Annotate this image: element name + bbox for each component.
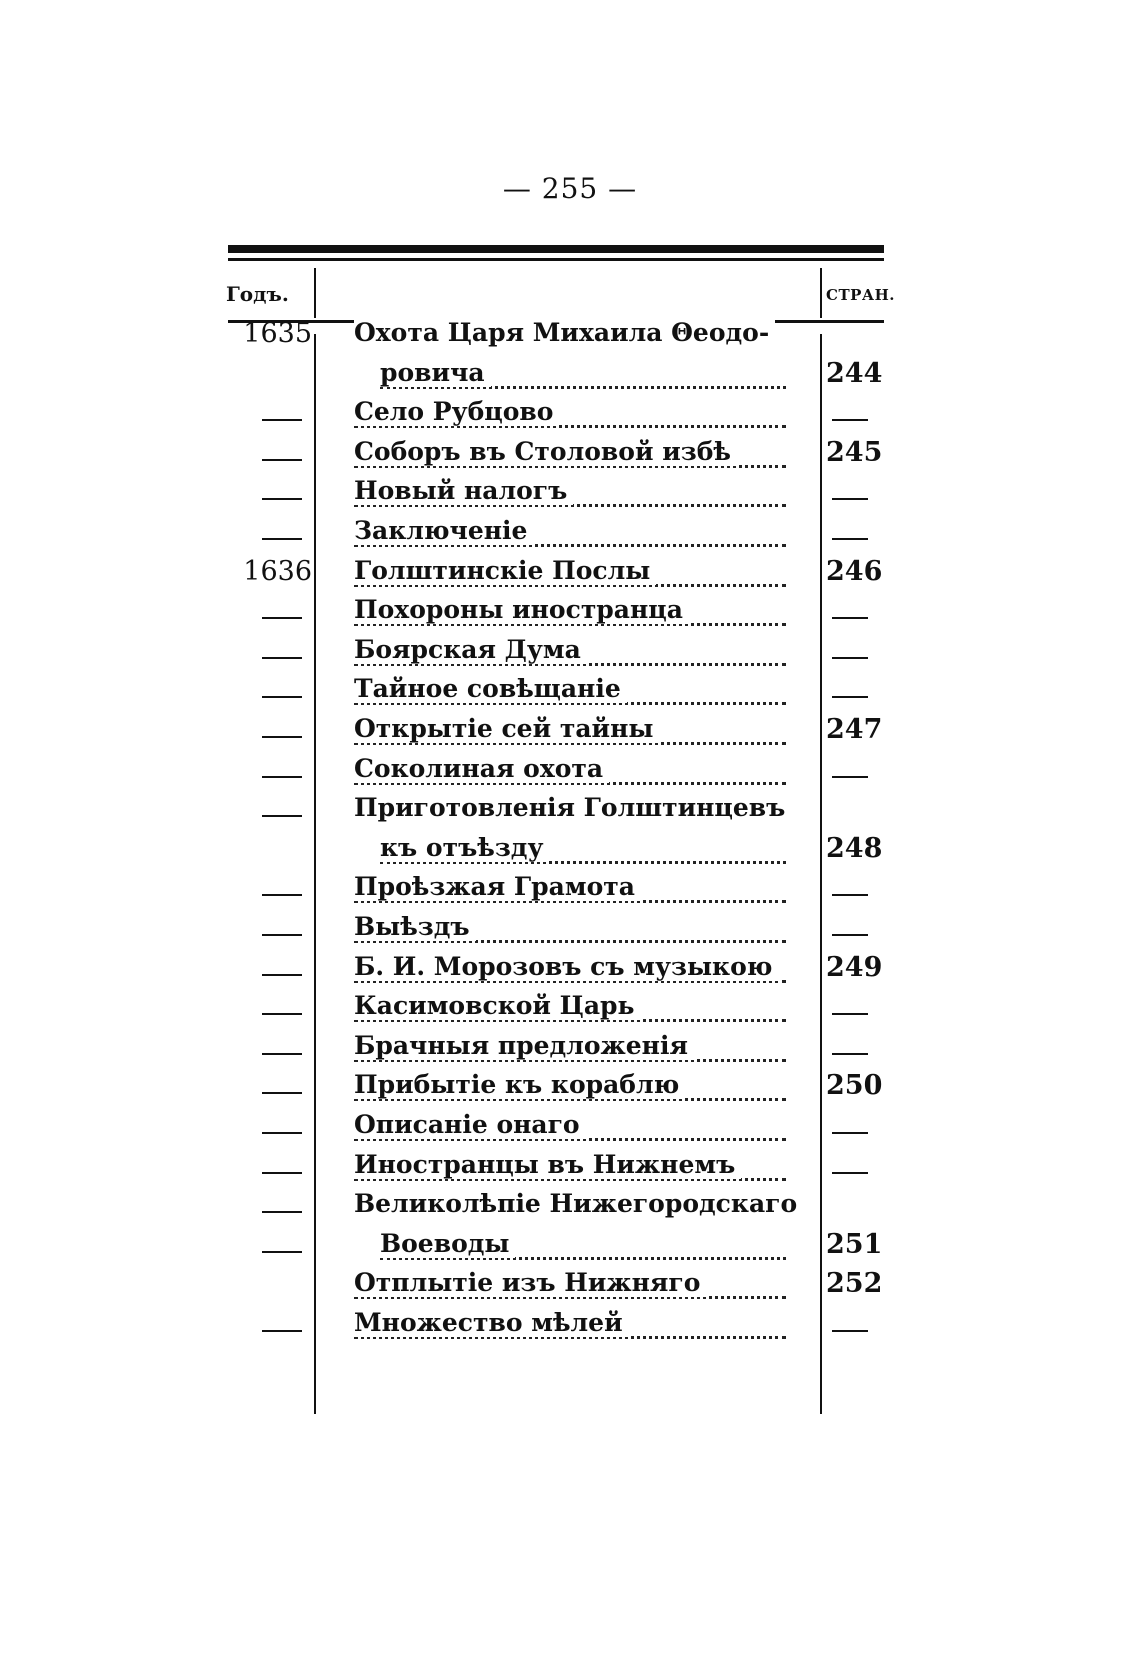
table-row [0,912,1140,953]
table-row [0,358,1140,399]
table-row [0,397,1140,438]
entry-title-text: Заключеніе [354,516,533,545]
year-ditto-dash [262,1092,302,1094]
page-ditto-dash [832,1330,868,1332]
year-ditto-dash [262,1132,302,1134]
header-rule-thick [228,245,884,253]
header-rule-thin [228,258,884,261]
entry-title-text: Брачныя предложенія [354,1031,694,1060]
table-row [0,833,1140,874]
entry-title-text: Боярская Дума [354,635,587,664]
entry-title-text: Новый налогъ [354,476,573,505]
entry-title [354,476,573,505]
page-ditto-dash [832,1013,868,1015]
year-ditto-dash [262,974,302,976]
entry-title-text: Описаніе онаго [354,1110,586,1139]
entry-page-number: 250 [826,1070,883,1102]
entry-title [354,991,640,1020]
entry-title-text: Голштинскіе Послы [354,556,656,585]
table-row [0,635,1140,676]
year-ditto-dash [262,1013,302,1015]
entry-title [354,318,775,347]
entry-title [354,635,587,664]
table-row [0,793,1140,834]
entry-title [354,1110,586,1139]
page-number: — 255 — [502,172,638,205]
entry-title-text: ровича [380,358,491,387]
entry-title-text: Соборъ въ Столовой избѣ [354,437,737,466]
year-ditto-dash [262,1053,302,1055]
column-divider-left [314,268,316,318]
table-row [0,872,1140,913]
table-row [0,1308,1140,1349]
page-ditto-dash [832,1172,868,1174]
year-ditto-dash [262,815,302,817]
table-row [0,1229,1140,1270]
year-ditto-dash [262,736,302,738]
column-divider-right [820,268,822,318]
entry-year: 1635 [243,318,312,349]
year-ditto-dash [262,894,302,896]
page-ditto-dash [832,894,868,896]
entry-year: 1636 [243,555,312,587]
table-row [0,1150,1140,1191]
entry-title [354,912,476,941]
entry-title-text: Село Рубцово [354,397,559,426]
table-row [0,952,1140,993]
entry-title-text: Приготовленія Голштинцевъ [354,793,791,822]
entry-title [380,358,491,387]
entry-title-text: Отплытіе изъ Нижняго [354,1268,706,1297]
entry-page-number: 249 [826,951,883,983]
year-ditto-dash [262,498,302,500]
table-row [0,595,1140,636]
table-row [0,516,1140,557]
year-ditto-dash [262,696,302,698]
entry-title-text: Выѣздъ [354,912,476,941]
entry-title-text: Тайное совѣщаніе [354,674,627,703]
entry-title-text: Соколиная охота [354,754,609,783]
entry-title [354,754,609,783]
table-row [0,556,1140,597]
table-row [0,674,1140,715]
page-ditto-dash [832,657,868,659]
entry-title [354,1268,706,1297]
entry-title [354,397,559,426]
table-row [0,714,1140,755]
entry-title [354,1308,629,1337]
table-row [0,476,1140,517]
page-ditto-dash [832,538,868,540]
entry-title [354,952,778,981]
entry-title [354,1150,741,1179]
page-ditto-dash [832,1132,868,1134]
page-ditto-dash [832,419,868,421]
table-row [0,318,1140,359]
table-row [0,1268,1140,1309]
entry-title [354,556,656,585]
page-ditto-dash [832,934,868,936]
page-column-header: СТРАН. [826,286,895,304]
year-column-header: Годъ. [226,282,289,306]
entry-title-text: Прибытіе къ кораблю [354,1070,685,1099]
table-row [0,1031,1140,1072]
table-row [0,1110,1140,1151]
table-row [0,1189,1140,1230]
entry-page-number: 245 [826,436,883,468]
year-ditto-dash [262,1251,302,1253]
entry-title-text: Проѣзжая Грамота [354,872,641,901]
entry-page-number: 252 [826,1268,883,1300]
year-ditto-dash [262,617,302,619]
entry-page-number: 244 [826,357,883,389]
year-ditto-dash [262,934,302,936]
table-row [0,754,1140,795]
entry-page-number: 246 [826,555,883,587]
year-ditto-dash [262,1330,302,1332]
year-ditto-dash [262,1211,302,1213]
entry-title-text: къ отъѣзду [380,833,549,862]
year-ditto-dash [262,419,302,421]
entry-title [354,793,791,822]
page-ditto-dash [832,776,868,778]
entry-title-text: Множество мѣлей [354,1308,629,1337]
table-row [0,437,1140,478]
page-ditto-dash [832,617,868,619]
page-ditto-dash [832,1053,868,1055]
page-ditto-dash [832,696,868,698]
entry-page-number: 247 [826,714,883,745]
entry-title [354,1031,694,1060]
entry-title [380,833,549,862]
year-ditto-dash [262,1172,302,1174]
year-ditto-dash [262,459,302,461]
table-row [0,991,1140,1032]
year-ditto-dash [262,538,302,540]
entry-title [354,714,659,743]
entry-title-text: Касимовской Царь [354,991,640,1020]
entry-title [354,1070,685,1099]
entry-title-text: Похороны иностранца [354,595,689,624]
entry-page-number: 251 [826,1228,883,1260]
year-ditto-dash [262,657,302,659]
entry-title-text: Б. И. Морозовъ съ музыкою [354,952,778,981]
entry-title [354,437,737,466]
page-ditto-dash [832,498,868,500]
entry-title-text: Великолѣпіе Нижегородскаго [354,1189,803,1218]
entry-title-text: Иностранцы въ Нижнемъ [354,1150,741,1179]
entry-title [354,516,533,545]
entry-title-text: Охота Царя Михаила Θеодо- [354,318,775,347]
entry-title [380,1229,515,1258]
entry-page-number: 248 [826,832,883,864]
entry-title-text: Открытіе сей тайны [354,714,659,743]
entry-title [354,674,627,703]
entry-title [354,595,689,624]
entry-title [354,872,641,901]
table-row [0,1070,1140,1111]
year-ditto-dash [262,776,302,778]
entry-title [354,1189,803,1218]
entry-title-text: Воеводы [380,1229,515,1258]
